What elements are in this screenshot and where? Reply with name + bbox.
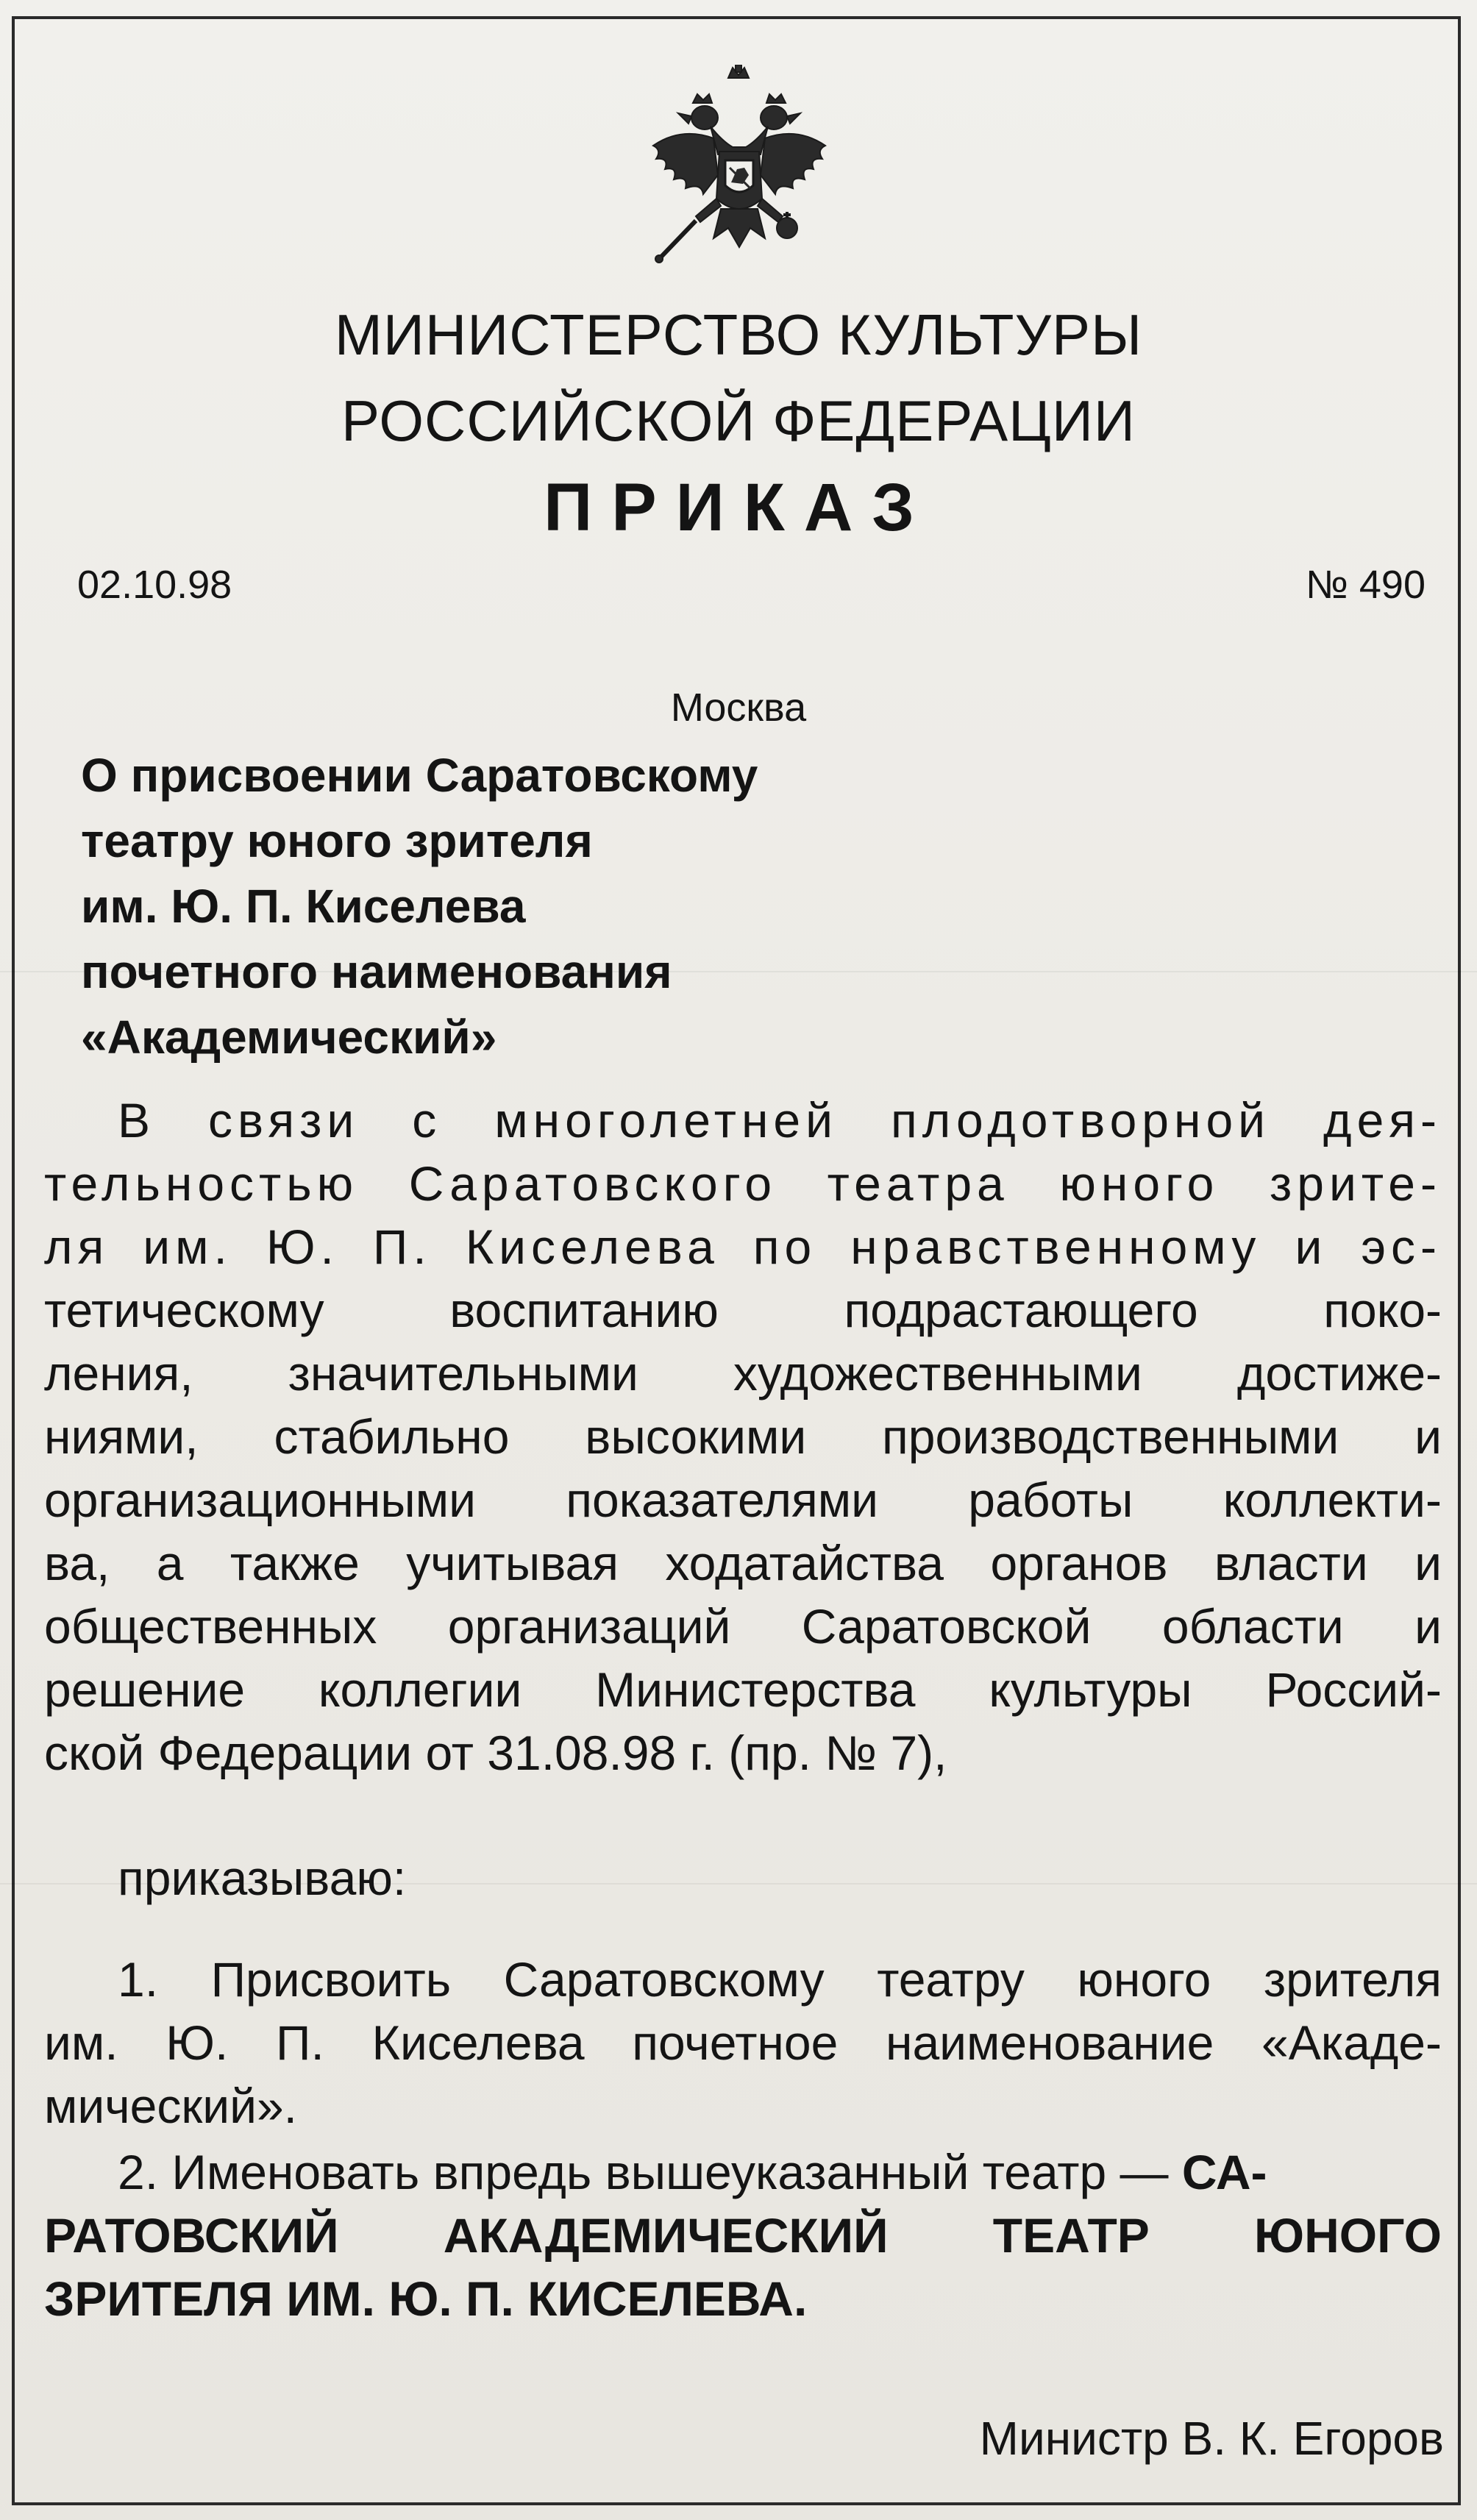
- preamble-line: решение коллегии Министерства культуры Россий-: [44, 1662, 1442, 1717]
- preamble-line: ления, значительными художественными достиже-: [44, 1346, 1442, 1400]
- order-title: [81, 743, 1037, 1070]
- preamble-line: тельностью Саратовского театра юного зрите-: [44, 1156, 1442, 1211]
- title-line: почетного наименования: [81, 945, 672, 998]
- order-number: № 490: [1305, 563, 1426, 607]
- order-verb: приказываю:: [118, 1851, 407, 1905]
- item-2-bold-text: СА-: [1181, 2145, 1267, 2199]
- title-line: О присвоении Саратовскому: [81, 749, 758, 802]
- preamble-line: организационными показателями работы коллекти-: [44, 1473, 1442, 1527]
- preamble-line: ва, а также учитывая ходатайства органов власти и: [44, 1536, 1442, 1590]
- item-1-line: им. Ю. П. Киселева почетное наименование «Акаде-: [44, 2015, 1442, 2070]
- order-item-2: [44, 2140, 1442, 2330]
- issue-city: Москва: [670, 686, 807, 730]
- item-1-line: мический».: [44, 2079, 297, 2133]
- preamble-line: ля им. Ю. П. Киселева по нравственному и эс-: [44, 1220, 1442, 1274]
- order-date: 02.10.98: [77, 563, 232, 607]
- order-item-1: [44, 1948, 1442, 2138]
- preamble-line: тетическому воспитанию подрастающего поко-: [44, 1283, 1442, 1337]
- item-2-line-1: [44, 2140, 1442, 2204]
- preamble-line: В связи с многолетней плодотворной дея-: [118, 1093, 1442, 1147]
- preamble-line: общественных организаций Саратовской области и: [44, 1599, 1442, 1654]
- title-line: театру юного зрителя: [81, 814, 593, 867]
- item-2-line-3: ЗРИТЕЛЯ ИМ. Ю. П. КИСЕЛЕВА.: [44, 2271, 808, 2326]
- item-1-line: 1. Присвоить Саратовскому театру юного зрителя: [118, 1952, 1442, 2007]
- document-type-heading: ПРИКАЗ: [544, 470, 933, 545]
- preamble-line: ской Федерации от 31.08.98 г. (пр. № 7),: [44, 1726, 947, 1780]
- ministry-name-line-1: МИНИСТЕРСТВО КУЛЬТУРЫ: [334, 302, 1143, 367]
- title-line: «Академический»: [81, 1011, 497, 1064]
- item-2-text: 2. Именовать впредь вышеуказанный театр —: [118, 2145, 1182, 2199]
- minister-signature: Министр В. К. Егоров: [979, 2412, 1444, 2465]
- preamble-line: ниями, стабильно высокими производственными и: [44, 1409, 1442, 1464]
- double-headed-eagle-emblem-icon: [640, 65, 839, 267]
- item-2-line-2: РАТОВСКИЙ АКАДЕМИЧЕСКИЙ ТЕАТР ЮНОГО: [44, 2208, 1442, 2263]
- ministry-name-line-2: РОССИЙСКОЙ ФЕДЕРАЦИИ: [341, 388, 1136, 453]
- preamble-paragraph: [44, 1089, 1442, 1784]
- title-line: им. Ю. П. Киселева: [81, 880, 526, 933]
